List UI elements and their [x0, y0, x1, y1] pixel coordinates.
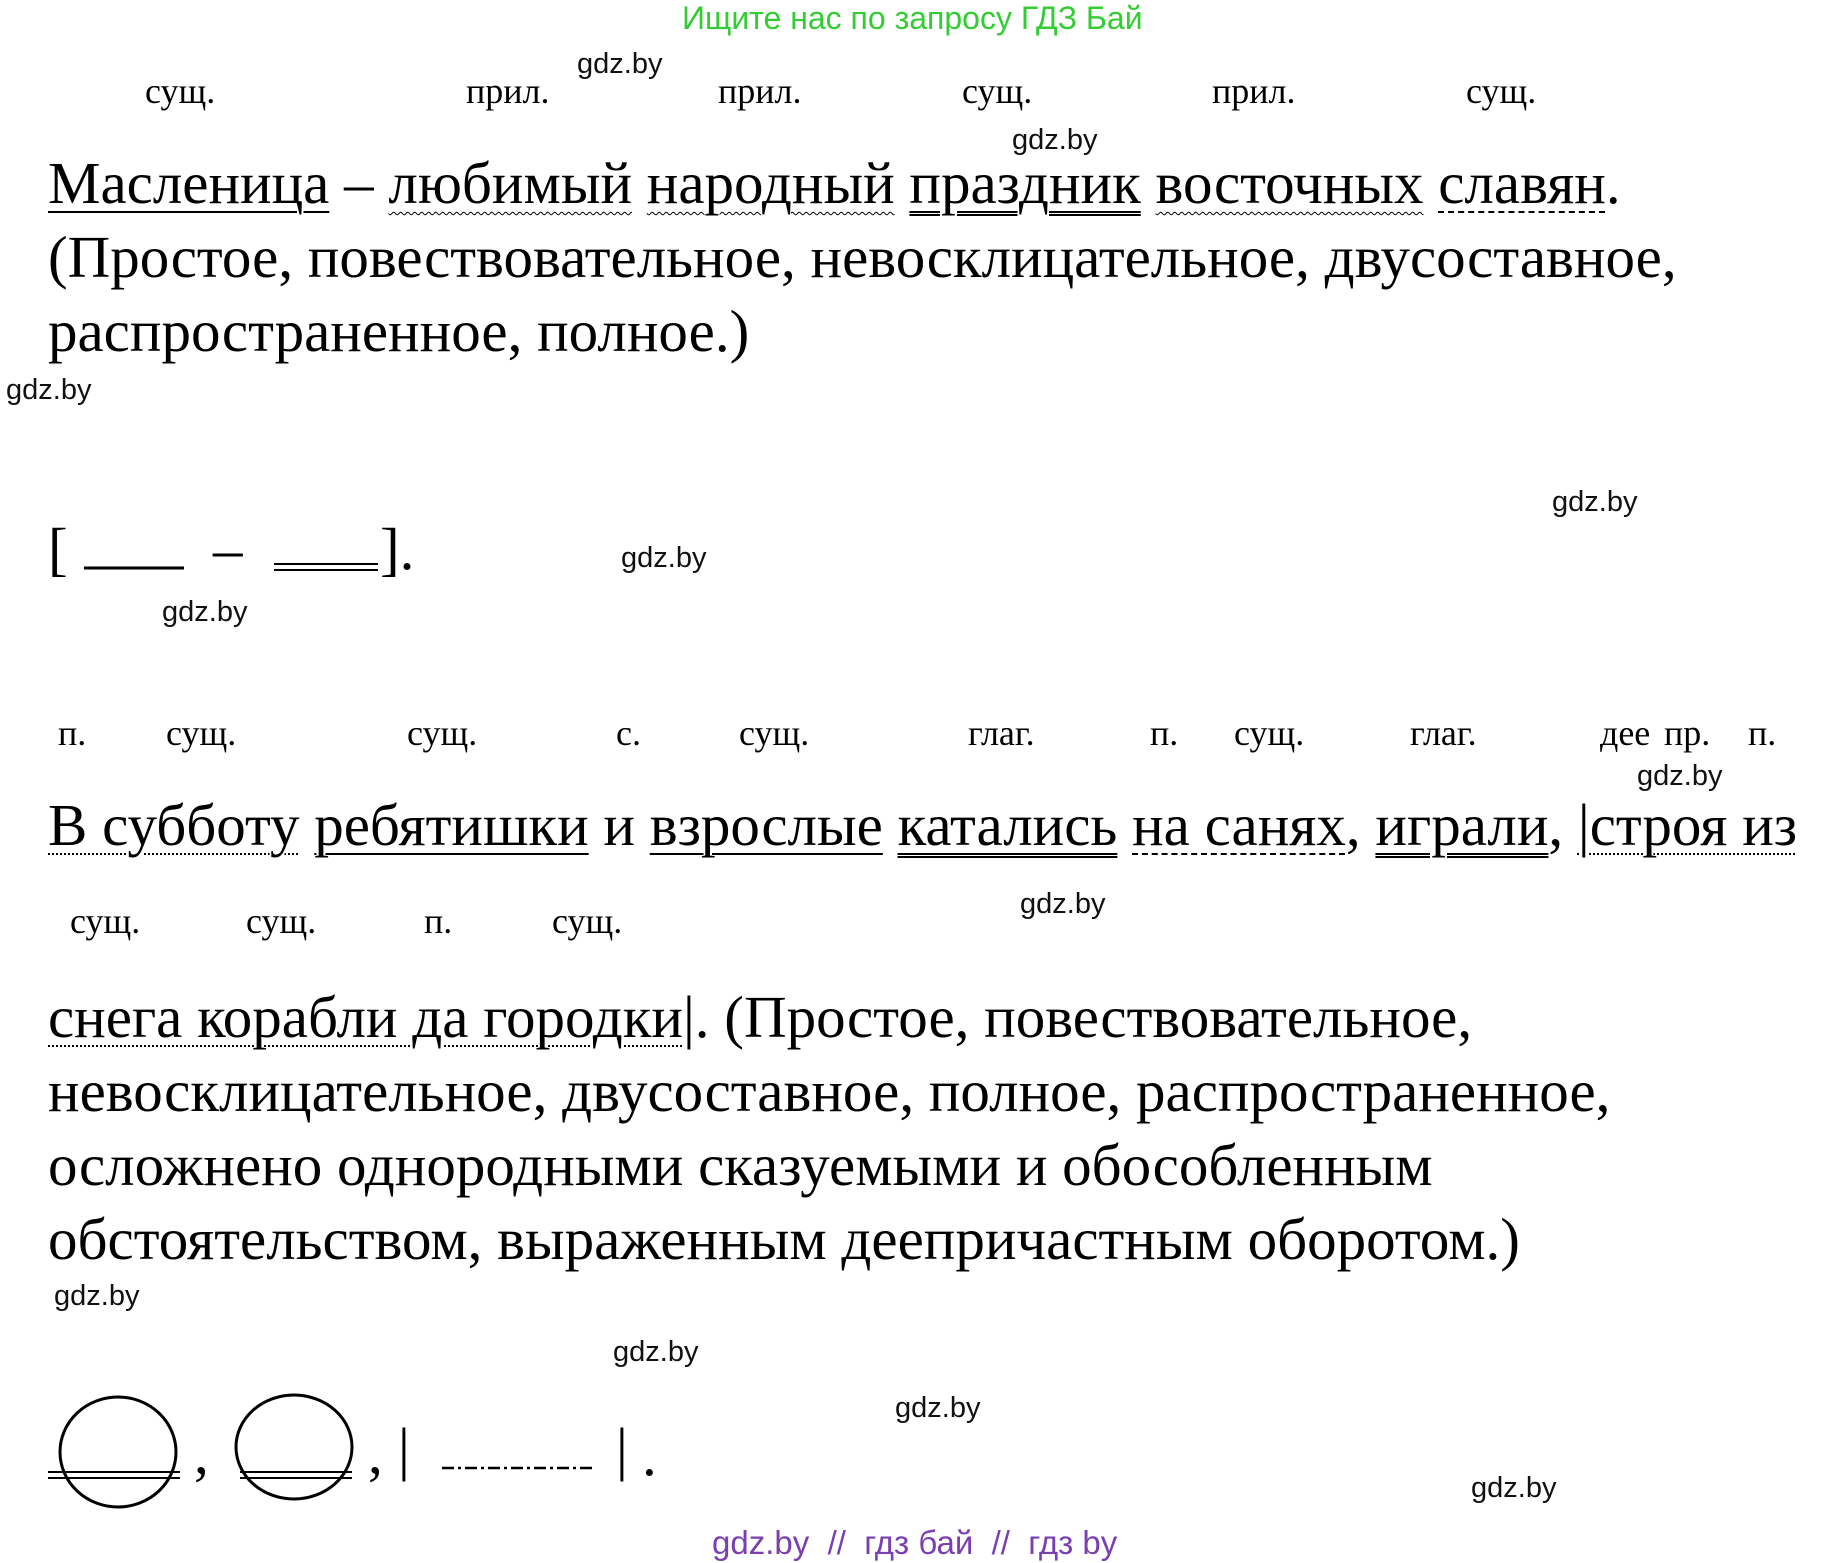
watermark: gdz.by: [6, 374, 92, 406]
scheme-2-participial-line: [442, 1466, 592, 1472]
pos-label: п.: [58, 713, 87, 753]
scheme-2-comma: ,: [194, 1420, 209, 1486]
scheme-2-bar: |: [398, 1416, 410, 1482]
pos-label: сущ.: [166, 713, 237, 753]
pos-label: сущ.: [1234, 713, 1305, 753]
scheme-1-open: [: [48, 516, 68, 582]
pos-label: п.: [424, 901, 453, 941]
attribute-word: восточных: [1155, 150, 1424, 216]
watermark: gdz.by: [1552, 486, 1638, 518]
watermark: gdz.by: [621, 542, 707, 574]
pos-label: сущ.: [145, 71, 216, 111]
watermark: gdz.by: [895, 1392, 981, 1424]
pos-label: прил.: [466, 71, 550, 111]
watermark: gdz.by: [1471, 1472, 1557, 1504]
scheme-2-bar: |: [616, 1416, 628, 1482]
pos-label: п.: [1150, 713, 1179, 753]
pos-label: прил.: [1212, 71, 1296, 111]
period: .: [1605, 150, 1621, 216]
adverbial-phrase: В субботу: [48, 792, 300, 858]
predicate-word: катались: [897, 792, 1118, 858]
subject-word: ребятишки: [314, 792, 589, 858]
scheme-2-comma: ,: [368, 1420, 383, 1486]
sentence-1-description: (Простое, повествовательное, невосклицательное, двусоставное,: [48, 224, 1677, 290]
watermark: gdz.by: [162, 596, 248, 628]
sentence-1-description: распространенное, полное.): [48, 298, 750, 364]
conjunction: и: [603, 792, 635, 858]
predicate-word: праздник: [909, 150, 1141, 216]
watermark: gdz.by: [1012, 124, 1098, 156]
subject-word: Масленица: [48, 150, 330, 216]
dash: –: [344, 150, 374, 216]
pos-label: сущ.: [246, 901, 317, 941]
watermark: gdz.by: [613, 1336, 699, 1368]
pos-label: сущ.: [407, 713, 478, 753]
footer-watermark: gdz.by // гдз бай // гдз by: [712, 1524, 1118, 1561]
watermark: gdz.by: [1020, 888, 1106, 920]
pos-label: глаг.: [1410, 713, 1477, 753]
pos-label: прил.: [718, 71, 802, 111]
scheme-1-dash: –: [213, 516, 243, 582]
subject-word: взрослые: [649, 792, 883, 858]
object-word: славян: [1438, 150, 1606, 216]
pos-label: сущ.: [962, 71, 1033, 111]
scheme-2-homogeneous-predicate-2: [232, 1392, 362, 1514]
watermark: gdz.by: [577, 48, 663, 80]
pos-label: сущ.: [1466, 71, 1537, 111]
pos-label: п.: [1748, 713, 1777, 753]
sentence-2-description: осложнено однородными сказуемыми и обособленным: [48, 1132, 1433, 1198]
sentence-2-description: обстоятельством, выраженным деепричастным оборотом.): [48, 1206, 1520, 1272]
pos-label: дее: [1600, 713, 1651, 753]
attribute-word: любимый: [388, 150, 633, 216]
comma: ,: [1548, 792, 1564, 858]
attribute-word: народный: [646, 150, 895, 216]
top-banner: Ищите нас по запросу ГДЗ Бай: [682, 0, 1143, 36]
sentence-2-description: невосклицательное, двусоставное, полное, распространенное,: [48, 1058, 1611, 1124]
scheme-2-period: .: [642, 1422, 657, 1488]
scheme-2-homogeneous-predicate-1: [46, 1392, 186, 1514]
scheme-1-predicate-line: [274, 562, 378, 572]
scheme-1-subject-line: [84, 566, 184, 572]
watermark: gdz.by: [54, 1280, 140, 1312]
sentence-2-line-1: [48, 788, 1797, 862]
sentence-2-description-start: |. (Простое, повествовательное,: [683, 984, 1473, 1050]
predicate-word: играли: [1375, 792, 1549, 858]
pos-label: пр.: [1664, 713, 1711, 753]
sentence-2-line-2: [48, 980, 1472, 1054]
scheme-1-close: ].: [380, 516, 415, 582]
pos-label: с.: [616, 713, 641, 753]
participial-phrase: |строя из: [1577, 792, 1798, 858]
pos-label: сущ.: [552, 901, 623, 941]
watermark: gdz.by: [1637, 760, 1723, 792]
comma: ,: [1345, 792, 1361, 858]
sentence-1: [48, 146, 1621, 220]
participial-phrase: снега корабли да городки: [48, 984, 683, 1050]
adverbial-phrase: на санях: [1132, 792, 1346, 858]
pos-label: глаг.: [968, 713, 1035, 753]
pos-label: сущ.: [739, 713, 810, 753]
pos-label: сущ.: [70, 901, 141, 941]
